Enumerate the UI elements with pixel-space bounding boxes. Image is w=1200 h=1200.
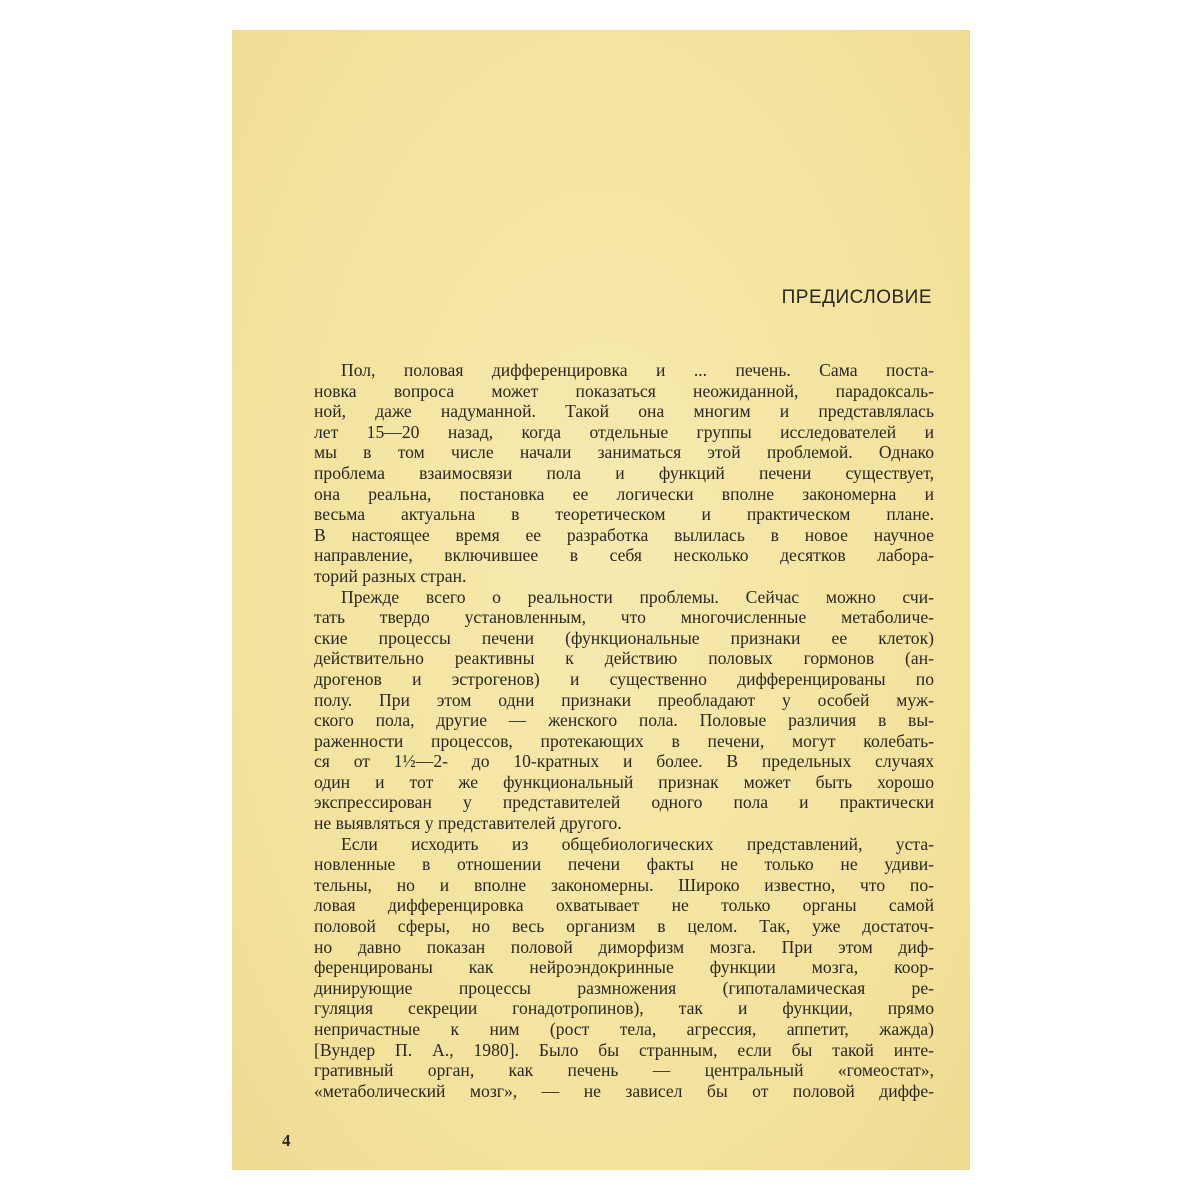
page-number: 4 (282, 1131, 291, 1150)
text-line: раженности процессов, протекающих в печени, могут колебать- (314, 730, 934, 751)
text-line: гуляция секреции гонадотропинов), так и функции, прямо (314, 998, 934, 1019)
text-line: новленные в отношении печени факты не только не удиви- (314, 854, 934, 875)
text-line: непричастные к ним (рост тела, агрессия, аппетит, жажда) (314, 1019, 934, 1039)
text-line: ские процессы печени (функциональные признаки ее клеток) (314, 627, 934, 648)
text-line: лет 15—20 назад, когда отдельные группы исследователей и (314, 421, 934, 442)
text-line: ся от 1½—2- до 10-кратных и более. В предельных случаях (314, 751, 934, 772)
text-line: но давно показан половой диморфизм мозга. При этом диф- (314, 936, 934, 957)
text-line: ловая дифференцировка охватывает не только органы самой (314, 895, 934, 916)
text-line: не выявляться у представителей другого. (314, 813, 622, 834)
text-line: весьма актуальна в теоретическом и практическом плане. (314, 504, 934, 525)
body-text (314, 360, 934, 1101)
chapter-heading: ПРЕДИСЛОВИЕ (781, 287, 932, 308)
text-line: Пол, половая дифференцировка и ... печень. Сама поста- (341, 360, 934, 380)
text-line: гративный орган, как печень — центральный «гомеостат», (314, 1060, 934, 1081)
text-line: экспрессирован у представителей одного пола и практически (314, 792, 934, 813)
text-line: новка вопроса может показаться неожиданной, парадоксаль- (314, 380, 934, 401)
paragraph-1 (314, 360, 934, 587)
text-line: дрогенов и эстрогенов) и существенно дифференцированы по (314, 668, 934, 689)
text-line: тать твердо установленным, что многочисленные метаболиче- (314, 607, 934, 628)
text-line: тельны, но и вполне закономерны. Широко известно, что по- (314, 874, 934, 895)
text-line: «метаболический мозг», — не зависел бы от половой диффе- (314, 1080, 934, 1101)
text-line: проблема взаимосвязи пола и функций печени существует, (314, 462, 934, 483)
book-page (232, 30, 970, 1170)
text-line: ной, даже надуманной. Такой она многим и представлялась (314, 401, 934, 422)
text-line: полу. При этом одни признаки преобладают у особей муж- (314, 689, 934, 710)
text-line: она реальна, постановка ее логически вполне закономерна и (314, 483, 934, 504)
text-line: [Вундер П. А., 1980]. Было бы странным, если бы такой инте- (314, 1039, 934, 1060)
text-line: динирующие процессы размножения (гипоталамическая ре- (314, 977, 934, 998)
text-line: торий разных стран. (314, 565, 467, 586)
text-line: Если исходить из общебиологических представлений, уста- (341, 833, 934, 854)
paragraph-2 (314, 587, 934, 834)
text-line: мы в том числе начали заниматься этой проблемой. Однако (314, 442, 934, 463)
text-line: ференцированы как нейроэндокринные функции мозга, коор- (314, 957, 934, 978)
text-line: действительно реактивны к действию половых гормонов (ан- (314, 648, 934, 669)
text-line: направление, включившее в себя несколько десятков лабора- (314, 545, 934, 566)
text-line: ского пола, другие — женского пола. Половые различия в вы- (314, 710, 934, 731)
text-line: половой сферы, но весь организм в целом. Так, уже достаточ- (314, 916, 934, 937)
text-line: В настоящее время ее разработка вылилась в новое научное (314, 524, 934, 545)
text-line: один и тот же функциональный признак может быть хорошо (314, 771, 934, 792)
text-line: Прежде всего о реальности проблемы. Сейчас можно счи- (341, 586, 934, 607)
paragraph-3 (314, 834, 934, 1102)
